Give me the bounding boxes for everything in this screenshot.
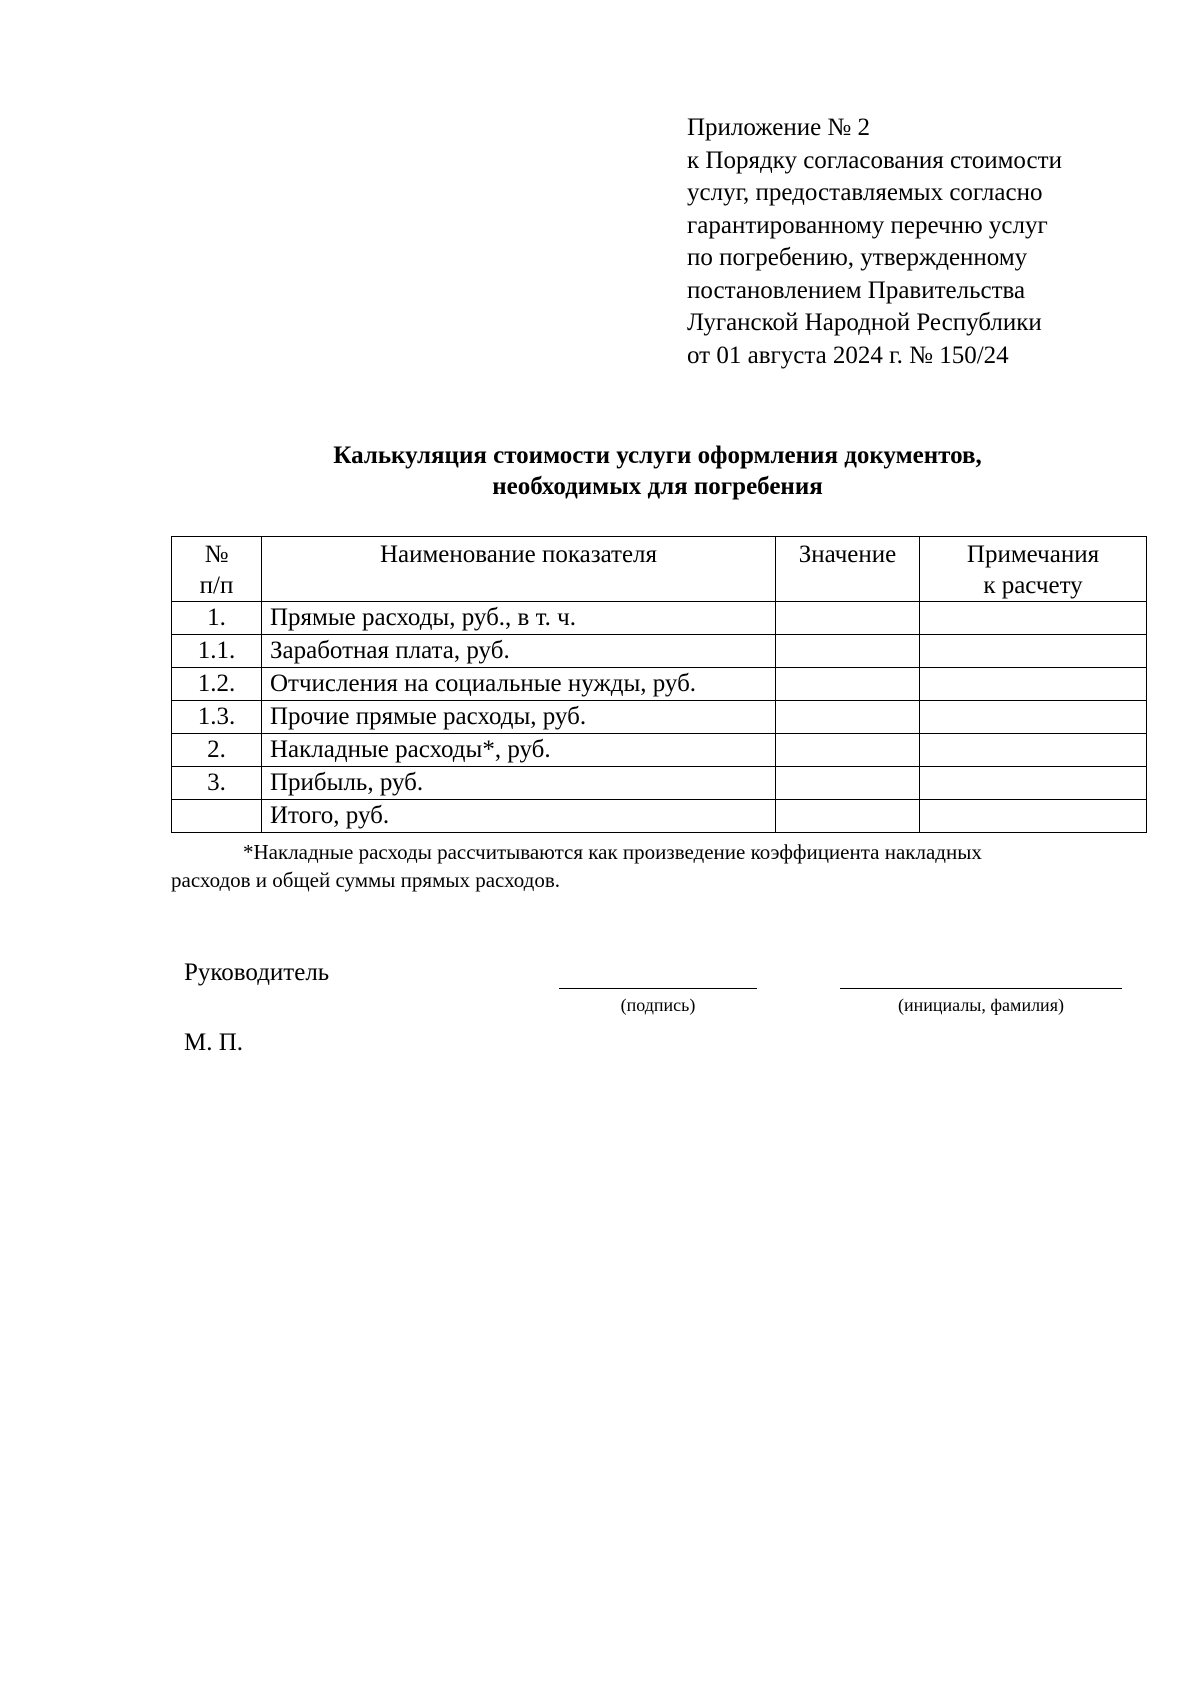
header-name: Наименование показателя <box>262 537 776 602</box>
appendix-line: по погребению, утвержденному <box>687 244 1028 271</box>
table-row <box>172 668 1147 701</box>
row-number <box>172 800 262 833</box>
row-note <box>920 602 1147 635</box>
row-value <box>776 635 920 668</box>
appendix-line: к Порядку согласования стоимости <box>687 146 1062 174</box>
row-note <box>920 767 1147 800</box>
table-row <box>172 635 1147 668</box>
row-number: 1.2. <box>172 668 262 701</box>
row-note <box>920 635 1147 668</box>
appendix-line: Приложение № 2 <box>687 114 871 141</box>
row-number: 3. <box>172 767 262 800</box>
row-name: Итого, руб. <box>262 800 776 833</box>
row-value <box>776 701 920 734</box>
row-name: Отчисления на социальные нужды, руб. <box>262 668 776 701</box>
row-name: Прямые расходы, руб., в т. ч. <box>262 602 776 635</box>
row-value <box>776 668 920 701</box>
row-value <box>776 734 920 767</box>
table-row <box>172 701 1147 734</box>
row-note <box>920 800 1147 833</box>
row-value <box>776 602 920 635</box>
appendix-line: услуг, предоставляемых согласно <box>687 179 1043 206</box>
appendix-line: от 01 августа 2024 г. № 150/24 <box>687 341 1009 369</box>
header-note-line-2: к расчету <box>983 572 1083 599</box>
row-number: 2. <box>172 734 262 767</box>
name-line <box>840 988 1122 989</box>
row-name: Прибыль, руб. <box>262 767 776 800</box>
row-name: Прочие прямые расходы, руб. <box>262 701 776 734</box>
appendix-line: постановлением Правительства <box>687 276 1026 304</box>
header-number-line-2: п/п <box>199 572 234 599</box>
row-value <box>776 767 920 800</box>
footnote <box>171 838 1147 894</box>
table-header-row <box>172 537 1147 602</box>
header-note <box>920 537 1147 602</box>
title-line-2: необходимых для погребения <box>492 473 823 500</box>
row-name: Накладные расходы*, руб. <box>262 734 776 767</box>
table-row <box>172 602 1147 635</box>
table-row <box>172 767 1147 800</box>
title-line-1: Калькуляция стоимости услуги оформления документов, <box>333 442 982 469</box>
table-row <box>172 734 1147 767</box>
head-label: Руководитель <box>184 959 330 986</box>
row-note <box>920 668 1147 701</box>
header-value: Значение <box>776 537 920 602</box>
header-number <box>172 537 262 602</box>
header-number-line-1: № <box>204 541 229 568</box>
header-note-line-1: Примечания <box>966 541 1100 568</box>
row-note <box>920 734 1147 767</box>
table-row-total <box>172 800 1147 833</box>
row-name: Заработная плата, руб. <box>262 635 776 668</box>
appendix-block <box>687 112 1157 372</box>
appendix-line: гарантированному перечню услуг <box>687 211 1048 239</box>
footnote-line-1: *Накладные расходы рассчитываются как произведение коэффициента накладных <box>243 840 982 864</box>
signature-caption: (подпись) <box>620 995 696 1015</box>
footnote-line-2: расходов и общей суммы прямых расходов. <box>171 868 561 892</box>
stamp-label: М. П. <box>184 1029 244 1056</box>
row-number: 1. <box>172 602 262 635</box>
row-number: 1.3. <box>172 701 262 734</box>
row-value <box>776 800 920 833</box>
calculation-table <box>171 536 1147 833</box>
name-caption: (инициалы, фамилия) <box>898 995 1064 1015</box>
appendix-line: Луганской Народной Республики <box>687 309 1042 336</box>
row-number: 1.1. <box>172 635 262 668</box>
signature-line <box>559 988 757 989</box>
row-note <box>920 701 1147 734</box>
document-title <box>172 440 1143 502</box>
